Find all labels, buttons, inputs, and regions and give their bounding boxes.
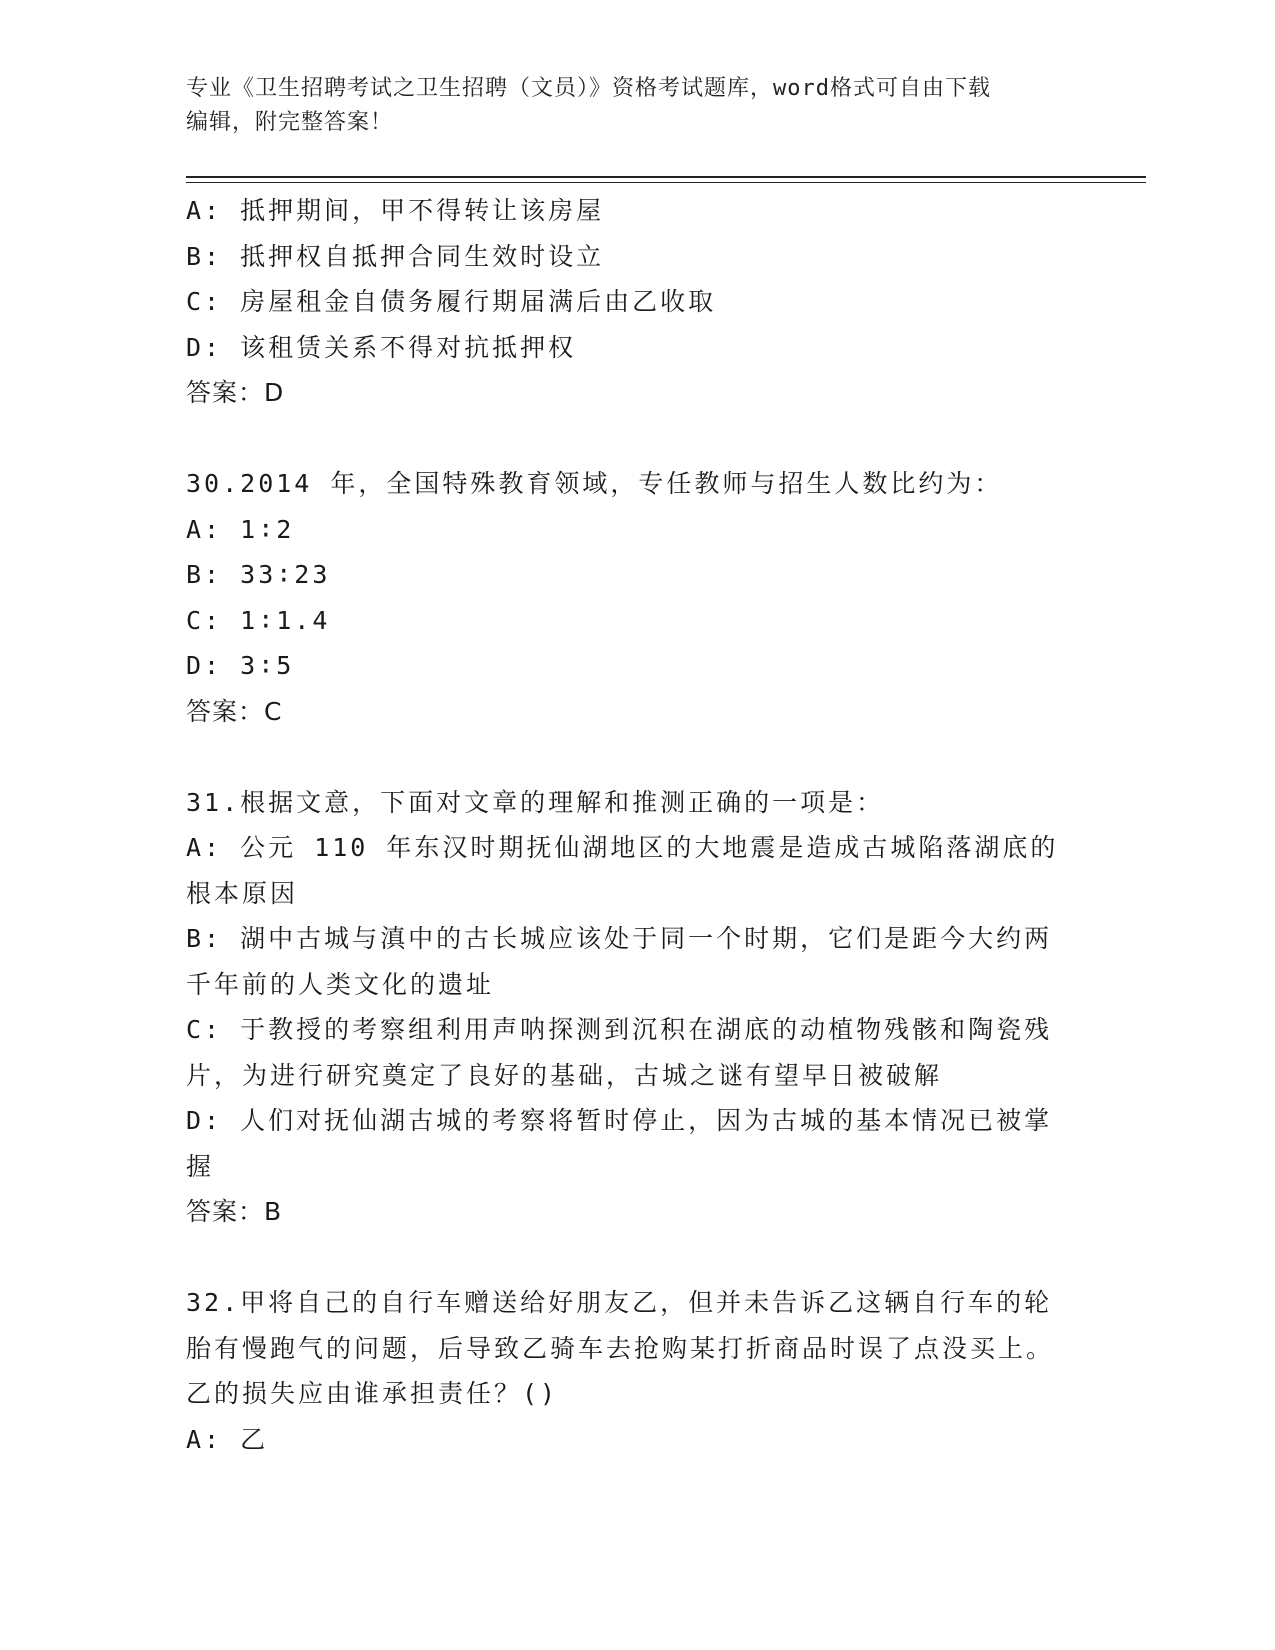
spacer xyxy=(186,1235,1066,1281)
answer-text: 答案：B xyxy=(186,1197,283,1226)
option-d: D: 该租赁关系不得对抗抵押权 xyxy=(186,332,577,362)
answer-text: 答案：C xyxy=(186,696,283,726)
header-rule-thick xyxy=(186,176,1146,178)
question-stem: 32.甲将自己的自行车赠送给好朋友乙，但并未告诉乙这辆自行车的轮胎有慢跑气的问题，后导致乙骑车去抢购某打折商品时误了点没买上。乙的损失应由谁承担责任？() xyxy=(186,1288,1055,1408)
option-b: B: 抵押权自抵押合同生效时设立 xyxy=(186,241,605,271)
question-32 xyxy=(186,1280,1066,1462)
option-b: B: 33∶23 xyxy=(186,560,331,589)
header-line-1: 专业《卫生招聘考试之卫生招聘（文员）》资格考试题库，word格式可自由下载 xyxy=(186,76,991,101)
option-d: D: 3∶5 xyxy=(186,651,295,680)
question-29 xyxy=(186,188,1066,416)
option-a: A: 1∶2 xyxy=(186,514,295,544)
header-rule-thin xyxy=(186,182,1146,183)
option-b: B: 湖中古城与滇中的古长城应该处于同一个时期，它们是距今大约两千年前的人类文化的遗址 xyxy=(186,924,1053,999)
question-30 xyxy=(186,461,1066,734)
document-header xyxy=(186,72,1146,140)
spacer xyxy=(186,416,1066,462)
question-31 xyxy=(186,780,1066,1235)
option-a: A: 抵押期间，甲不得转让该房屋 xyxy=(186,196,605,225)
question-stem: 30.2014 年，全国特殊教育领域，专任教师与招生人数比约为： xyxy=(186,469,1003,498)
option-c: C: 房屋租金自债务履行期届满后由乙收取 xyxy=(186,287,717,316)
option-d: D: 人们对抚仙湖古城的考察将暂时停止，因为古城的基本情况已被掌握 xyxy=(186,1106,1053,1181)
option-c: C: 于教授的考察组利用声呐探测到沉积在湖底的动植物残骸和陶瓷残片，为进行研究奠定了良好的基础，古城之谜有望早日被破解 xyxy=(186,1015,1053,1090)
answer-text: 答案：D xyxy=(186,378,285,407)
option-c: C: 1∶1.4 xyxy=(186,605,331,635)
question-list xyxy=(186,188,1066,1462)
header-line-2: 编辑，附完整答案！ xyxy=(186,110,394,135)
spacer xyxy=(186,734,1066,780)
option-a: A: 乙 xyxy=(186,1424,269,1454)
option-a: A: 公元 110 年东汉时期抚仙湖地区的大地震是造成古城陷落湖底的根本原因 xyxy=(186,833,1059,908)
question-stem: 31.根据文意，下面对文章的理解和推测正确的一项是： xyxy=(186,787,885,817)
